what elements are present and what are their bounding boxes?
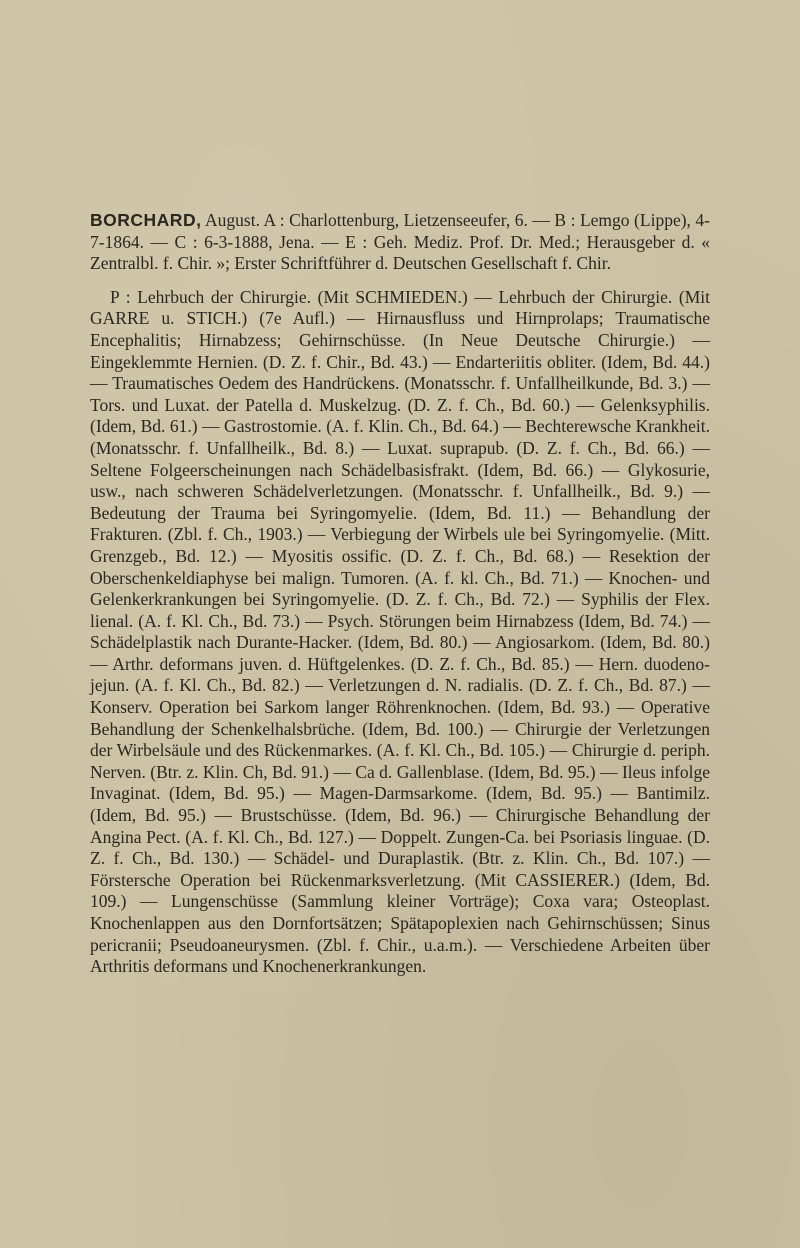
biographical-entry	[90, 210, 710, 978]
entry-header	[90, 210, 710, 275]
entry-header-text: A : Charlottenburg, Lietzenseeufer, 6. — B : Lemgo (Lippe), 4-7-1864. — C : 6-3-1888, Jena. — E : Geh. Mediz. Prof. Dr. Med.; Herausgeber d. « Zentralbl. f. Chir. »; Erster Schriftführer d. Deutschen Gesellschaft f. Chir.	[90, 210, 711, 274]
entry-given-name: August.	[205, 210, 260, 230]
entry-surname: BORCHARD,	[90, 210, 202, 230]
entry-publications: P : Lehrbuch der Chirurgie. (Mit SCHMIEDEN.) — Lehrbuch der Chirurgie. (Mit GARRE u. STICH.) (7e Aufl.) — Hirnausfluss und Hirnprolaps; Traumatische Encephalitis; Hirnabzess; Gehirnschüsse. (In Neue Deutsche Chirurgie.) — Eingeklemmte Hernien. (D. Z. f. Chir., Bd. 43.) — Endarteriitis obliter. (Idem, Bd. 44.) — Traumatisches Oedem des Handrückens. (Monatsschr. f. Unfallheilkunde, Bd. 3.) — Tors. und Luxat. der Patella d. Muskelzug. (D. Z. f. Ch., Bd. 60.) — Gelenksyphilis. (Idem, Bd. 61.) — Gastrostomie. (A. f. Klin. Ch., Bd. 64.) — Bechterewsche Krankheit. (Monatsschr. f. Unfallheilk., Bd. 8.) — Luxat. suprapub. (D. Z. f. Ch., Bd. 66.) — Seltene Folgeerscheinungen nach Schädelbasisfrakt. (Idem, Bd. 66.) — Glykosurie, usw., nach schweren Schädelverletzungen. (Monatsschr. f. Unfallheilk., Bd. 9.) — Bedeutung der Trauma bei Syringomyelie. (Idem, Bd. 11.) — Behandlung der Frakturen. (Zbl. f. Ch., 1903.) — Verbiegung der Wirbels ule bei Syringomyelie. (Mitt. Grenzgeb., Bd. 12.) — Myositis ossific. (D. Z. f. Ch., Bd. 68.) — Resektion der Oberschenkeldiaphyse bei malign. Tumoren. (A. f. kl. Ch., Bd. 71.) — Knochen- und Gelenkerkrankungen bei Syringomyelie. (D. Z. f. Ch., Bd. 72.) — Syphilis der Flex. lienal. (A. f. Kl. Ch., Bd. 73.) — Psych. Störungen beim Hirnabzess (Idem, Bd. 74.) — Schädelplastik nach Durante-Hacker. (Idem, Bd. 80.) — Angiosarkom. (Idem, Bd. 80.) — Arthr. deformans juven. d. Hüftgelenkes. (D. Z. f. Ch., Bd. 85.) — Hern. duodeno-jejun. (A. f. Kl. Ch., Bd. 82.) — Verletzungen d. N. radialis. (D. Z. f. Ch., Bd. 87.) — Konserv. Operation bei Sarkom langer Röhrenknochen. (Idem, Bd. 93.) — Operative Behandlung der Schenkelhalsbrüche. (Idem, Bd. 100.) — Chirurgie der Verletzungen der Wirbelsäule und des Rückenmarkes. (A. f. Kl. Ch., Bd. 105.) — Chirurgie d. periph. Nerven. (Btr. z. Klin. Ch, Bd. 91.) — Ca d. Gallenblase. (Idem, Bd. 95.) — Ileus infolge Invaginat. (Idem, Bd. 95.) — Magen-Darmsarkome. (Idem, Bd. 95.) — Bantimilz. (Idem, Bd. 95.) — Brustschüsse. (Idem, Bd. 96.) — Chirurgische Behandlung der Angina Pect. (A. f. Kl. Ch., Bd. 127.) — Doppelt. Zungen-Ca. bei Psoriasis linguae. (D. Z. f. Ch., Bd. 130.) — Schädel- und Duraplastik. (Btr. z. Klin. Ch., Bd. 107.) — Förstersche Operation bei Rückenmarksverletzung. (Mit CASSIERER.) (Idem, Bd. 109.) — Lungenschüsse (Sammlung kleiner Vorträge); Coxa vara; Osteoplast. Knochenlappen aus den Dornfortsätzen; Spätapoplexien nach Gehirnschüssen; Sinus pericranii; Pseudoaneurysmen. (Zbl. f. Chir., u.a.m.). — Verschiedene Arbeiten über Arthritis deformans und Knochenerkrankungen.	[90, 286, 710, 977]
